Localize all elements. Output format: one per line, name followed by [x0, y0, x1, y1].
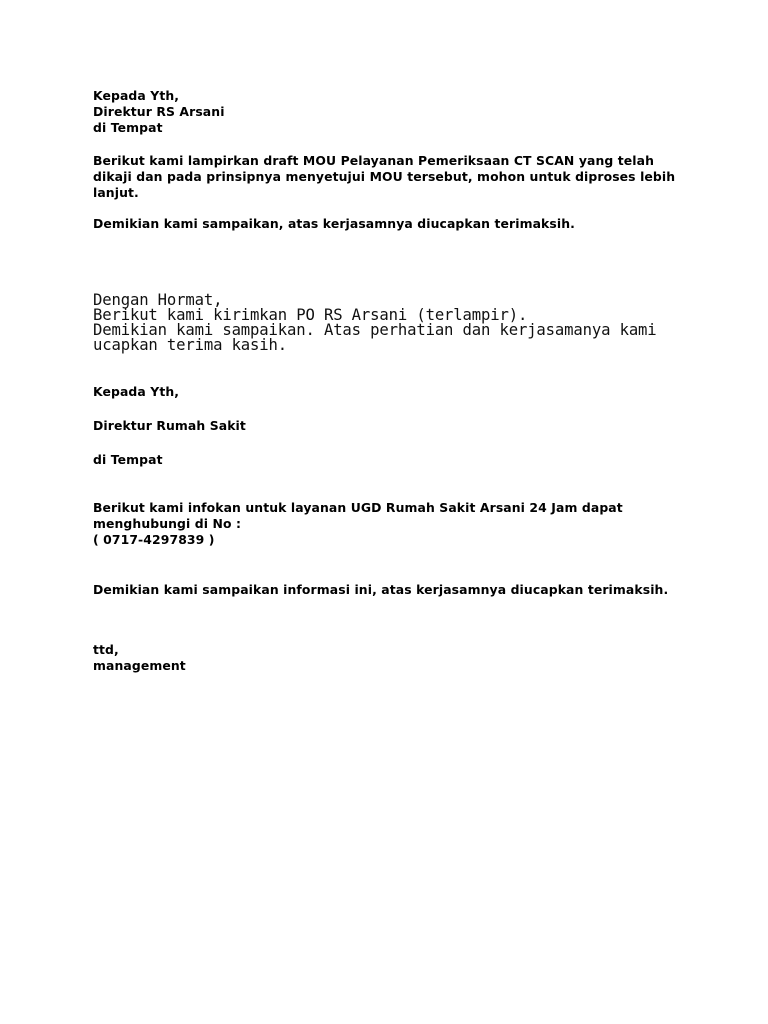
letter1-body-line: Berikut kami lampirkan draft MOU Pelayanan Pemeriksaan CT SCAN yang telah: [93, 153, 655, 168]
letter1-recipient: Direktur RS Arsani: [93, 104, 225, 119]
letter1-closing: Demikian kami sampaikan, atas kerjasamnya diucapkan terimaksih.: [93, 216, 575, 231]
letter2-place: di Tempat: [93, 452, 163, 467]
signature-label: ttd,: [93, 642, 119, 657]
signer-name: management: [93, 658, 186, 673]
letter2-phone: ( 0717-4297839 ): [93, 532, 215, 547]
note-line: Demikian kami sampaikan. Atas perhatian dan kerjasamanya kami: [93, 321, 657, 339]
note-line: ucapkan terima kasih.: [93, 336, 288, 354]
letter2-closing: Demikian kami sampaikan informasi ini, atas kerjasamnya diucapkan terimaksih.: [93, 582, 669, 597]
letter2-body-line: Berikut kami infokan untuk layanan UGD Rumah Sakit Arsani 24 Jam dapat: [93, 500, 623, 515]
letter1-salutation: Kepada Yth,: [93, 88, 180, 103]
letter2-salutation: Kepada Yth,: [93, 384, 180, 399]
letter1-body-line: dikaji dan pada prinsipnya menyetujui MOU tersebut, mohon untuk diproses lebih: [93, 169, 676, 184]
letter2-body-line: menghubungi di No :: [93, 516, 242, 531]
letter1-place: di Tempat: [93, 120, 163, 135]
letter1-body-line: lanjut.: [93, 185, 139, 200]
letter2-recipient: Direktur Rumah Sakit: [93, 418, 246, 433]
note-line: Berikut kami kirimkan PO RS Arsani (terlampir).: [93, 306, 528, 324]
note-line: Dengan Hormat,: [93, 291, 223, 309]
